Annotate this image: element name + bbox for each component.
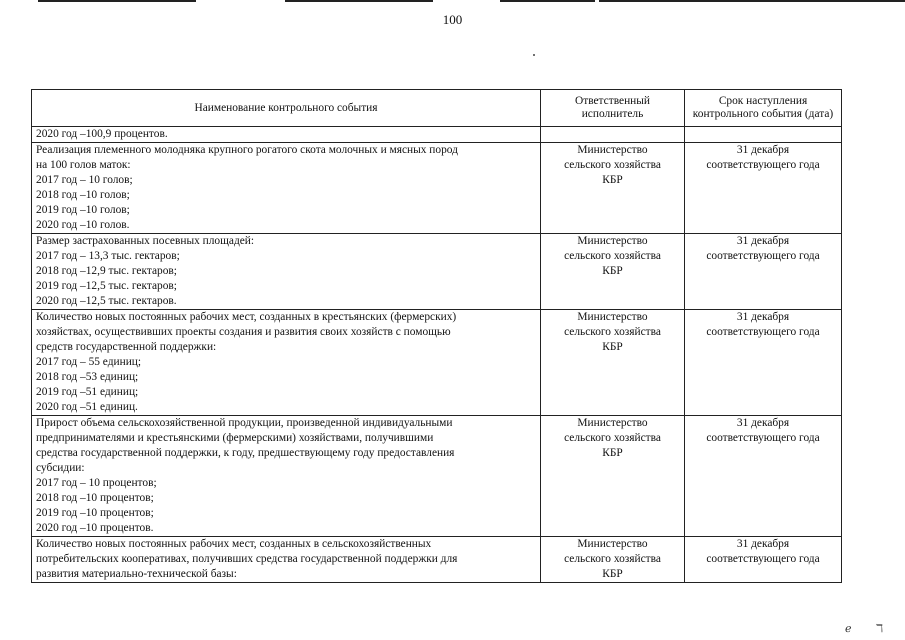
executor-cell: [541, 143, 685, 234]
event-cell-line: потребительских кооперативах, получивших средства государственной поддержки для: [36, 553, 458, 565]
event-cell-line: предпринимателями и крестьянскими (фермерскими) хозяйствами, получившими: [36, 432, 434, 444]
scan-mark: ℯ: [845, 623, 852, 635]
deadline-cell: [685, 127, 842, 143]
scan-mark: ℸ: [876, 623, 884, 635]
executor-cell: [541, 127, 685, 143]
event-cell-line: 2019 год –51 единиц;: [36, 386, 139, 398]
executor-cell-line: Министерство: [577, 235, 648, 247]
deadline-cell-line: 31 декабря: [736, 144, 790, 156]
executor-cell-line: КБР: [602, 341, 623, 353]
event-cell-line: средств государственной поддержки:: [36, 341, 217, 353]
event-cell-line: Размер застрахованных посевных площадей:: [36, 235, 255, 247]
event-cell-line: 2020 год –51 единиц.: [36, 401, 138, 413]
event-cell-line: 2020 год –12,5 тыс. гектаров.: [36, 295, 177, 307]
event-cell: [32, 234, 541, 310]
page-number: 100: [442, 12, 463, 27]
event-cell-line: Прирост объема сельскохозяйственной продукции, произведенной индивидуальными: [36, 417, 453, 429]
header-deadline: Срок наступления контрольного события (дата): [685, 90, 842, 127]
event-cell-line: 2019 год –10 голов;: [36, 204, 130, 216]
event-cell-line: субсидии:: [36, 462, 85, 474]
event-cell-line: Количество новых постоянных рабочих мест, созданных в крестьянских (фермерских): [36, 311, 457, 323]
deadline-cell: [685, 416, 842, 537]
scan-speck: [533, 54, 535, 56]
table-header-row: [32, 90, 842, 127]
event-cell-line: 2017 год – 55 единиц;: [36, 356, 142, 368]
deadline-cell: [685, 234, 842, 310]
control-events-table: [31, 89, 842, 583]
scan-top-line: [599, 0, 905, 2]
event-cell-line: на 100 голов маток:: [36, 159, 131, 171]
deadline-cell: [685, 310, 842, 416]
table-body: [32, 127, 842, 583]
scan-top-line: [500, 0, 595, 2]
table-row: [32, 416, 842, 537]
deadline-cell-line: соответствующего года: [706, 432, 820, 444]
event-cell-line: 2020 год –10 процентов.: [36, 522, 154, 534]
executor-cell-line: КБР: [602, 568, 623, 580]
event-cell-line: Количество новых постоянных рабочих мест, созданных в сельскохозяйственных: [36, 538, 432, 550]
header-executor: Ответственный исполнитель: [541, 90, 685, 127]
executor-cell-line: Министерство: [577, 538, 648, 550]
event-cell-line: 2017 год – 13,3 тыс. гектаров;: [36, 250, 180, 262]
table-row: [32, 127, 842, 143]
executor-cell-line: КБР: [602, 174, 623, 186]
event-cell-line: хозяйствах, осуществивших проекты создания и развития своих хозяйств с помощью: [36, 326, 451, 338]
header-event-name: Наименование контрольного события: [32, 90, 541, 127]
event-cell-line: 2020 год –10 голов.: [36, 219, 130, 231]
deadline-cell: [685, 143, 842, 234]
event-cell-line: развития материально-технической базы:: [36, 568, 237, 580]
executor-cell-line: сельского хозяйства: [564, 553, 661, 565]
event-cell-line: 2018 год –10 процентов;: [36, 492, 154, 504]
executor-cell-line: сельского хозяйства: [564, 159, 661, 171]
event-cell: [32, 127, 541, 143]
deadline-cell-line: соответствующего года: [706, 553, 820, 565]
executor-cell-line: КБР: [602, 447, 623, 459]
event-cell-line: средства государственной поддержки, к году, предшествующему году предоставления: [36, 447, 455, 459]
table-row: [32, 310, 842, 416]
executor-cell-line: Министерство: [577, 311, 648, 323]
table-row: [32, 234, 842, 310]
deadline-cell-line: соответствующего года: [706, 159, 820, 171]
table-row: [32, 537, 842, 583]
event-cell: [32, 537, 541, 583]
deadline-cell-line: 31 декабря: [736, 235, 790, 247]
event-cell-line: 2020 год –100,9 процентов.: [36, 128, 168, 140]
executor-cell-line: сельского хозяйства: [564, 250, 661, 262]
deadline-cell-line: 31 декабря: [736, 311, 790, 323]
deadline-cell-line: соответствующего года: [706, 250, 820, 262]
event-cell-line: 2019 год –12,5 тыс. гектаров;: [36, 280, 177, 292]
deadline-cell-line: соответствующего года: [706, 326, 820, 338]
event-cell: [32, 416, 541, 537]
scan-top-line: [285, 0, 433, 2]
executor-cell: [541, 310, 685, 416]
event-cell-line: 2018 год –53 единиц;: [36, 371, 139, 383]
event-cell-line: 2017 год – 10 процентов;: [36, 477, 157, 489]
executor-cell: [541, 537, 685, 583]
event-cell-line: 2019 год –10 процентов;: [36, 507, 154, 519]
event-cell-line: 2018 год –10 голов;: [36, 189, 130, 201]
event-cell: [32, 310, 541, 416]
event-cell: [32, 143, 541, 234]
executor-cell-line: сельского хозяйства: [564, 326, 661, 338]
executor-cell-line: сельского хозяйства: [564, 432, 661, 444]
executor-cell-line: Министерство: [577, 417, 648, 429]
event-cell-line: Реализация племенного молодняка крупного рогатого скота молочных и мясных пород: [36, 144, 458, 156]
event-cell-line: 2018 год –12,9 тыс. гектаров;: [36, 265, 177, 277]
table-row: [32, 143, 842, 234]
deadline-cell-line: 31 декабря: [736, 538, 790, 550]
executor-cell: [541, 234, 685, 310]
scan-top-line: [38, 0, 196, 2]
executor-cell-line: КБР: [602, 265, 623, 277]
executor-cell: [541, 416, 685, 537]
deadline-cell-line: 31 декабря: [736, 417, 790, 429]
event-cell-line: 2017 год – 10 голов;: [36, 174, 133, 186]
executor-cell-line: Министерство: [577, 144, 648, 156]
deadline-cell: [685, 537, 842, 583]
